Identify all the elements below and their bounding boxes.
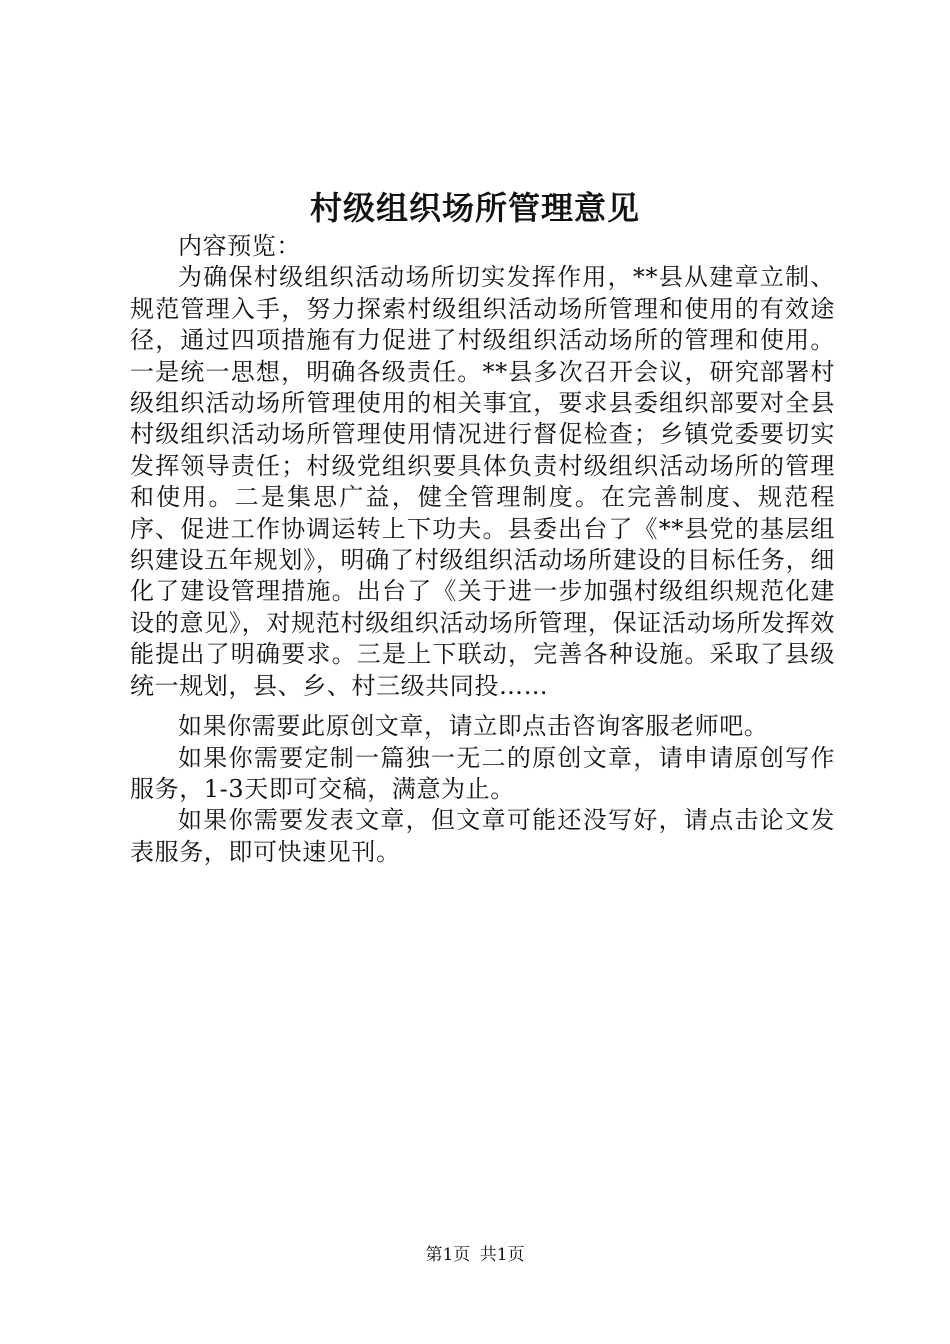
summary-paragraph: 为确保村级组织活动场所切实发挥作用，**县从建章立制、规范管理入手，努力探索村级组织活动场所管理和使用的有效途径，通过四项措施有力促进了村级组织活动场所的管理和使用。一是统一思想，明确各级责任。**县多次召开会议，研究部署村级组织活动场所管理使用的相关事宜，要求县委组织部要对全县村级组织活动场所管理使用情况进行督促检查；乡镇党委要切实发挥领导责任；村级党组织要具体负责村级组织活动场所的管理和使用。二是集思广益，健全管理制度。在完善制度、规范程序、促进工作协调运转上下功夫。县委出台了《**县党的基层组织建设五年规划》，明确了村级组织活动场所建设的目标任务，细化了建设管理措施。出台了《关于进一步加强村级组织规范化建设的意见》，对规范村级组织活动场所管理，保证活动场所发挥效能提出了明确要求。三是上下联动，完善各种设施。采取了县级统一规划，县、乡、村三级共同投……	[130, 263, 835, 700]
document-body	[130, 231, 835, 868]
preview-label: 内容预览：	[178, 232, 301, 260]
document-title: 村级组织场所管理意见	[309, 189, 640, 227]
notice-publish-service: 如果你需要发表文章，但文章可能还没写好，请点击论文发表服务，即可快速见刊。	[130, 806, 835, 866]
notice-original-article: 如果你需要此原创文章，请立即点击咨询客服老师吧。	[178, 712, 769, 741]
notice-custom-writing: 如果你需要定制一篇独一无二的原创文章，请申请原创写作服务，1-3天即可交稿，满意为止。	[130, 743, 835, 803]
page-footer: 第1页 共1页	[425, 1245, 525, 1265]
